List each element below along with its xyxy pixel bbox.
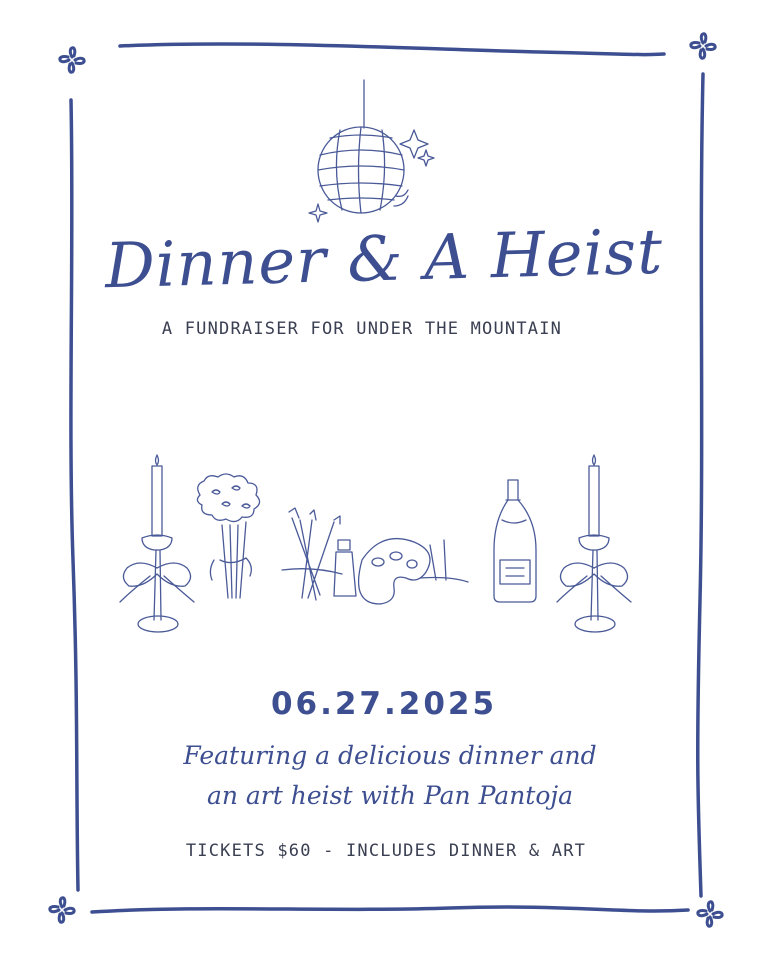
paintbrushes-icon bbox=[282, 508, 342, 600]
candlestick-icon bbox=[120, 455, 194, 632]
feature-line-1: Featuring a delicious dinner and bbox=[183, 741, 597, 770]
disco-ball-icon bbox=[309, 80, 434, 222]
palette-icon bbox=[359, 539, 468, 604]
champagne-bottle-icon bbox=[494, 480, 536, 602]
ticket-info: TICKETS $60 - INCLUDES DINNER & ART bbox=[185, 841, 587, 861]
paint-tube-icon bbox=[334, 540, 356, 596]
flower-bouquet-icon bbox=[197, 474, 259, 598]
event-date: 06.27.2025 bbox=[270, 686, 498, 722]
event-subtitle: A FUNDRAISER FOR UNDER THE MOUNTAIN bbox=[161, 319, 563, 339]
feature-line-2: an art heist with Pan Pantoja bbox=[206, 781, 574, 810]
candlestick-icon bbox=[557, 455, 631, 632]
event-title: Dinner & A Heist bbox=[104, 214, 664, 303]
